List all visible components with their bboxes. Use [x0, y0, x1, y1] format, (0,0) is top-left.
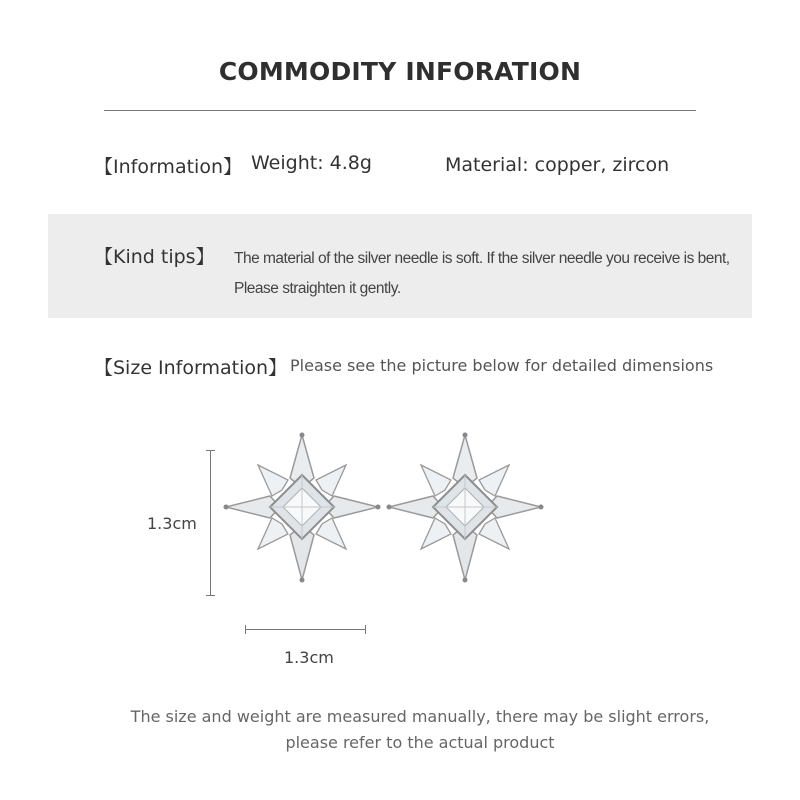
measurement-note-line-2: please refer to the actual product — [285, 733, 555, 752]
information-label: 【Information】 — [94, 156, 242, 178]
height-dimension-line — [210, 450, 211, 595]
height-dimension-label: 1.3cm — [147, 514, 197, 533]
size-information-label: 【Size Information】 — [94, 357, 288, 379]
title-divider — [104, 110, 696, 111]
earring-left-image — [222, 430, 382, 585]
width-dimension-cap-left — [245, 625, 246, 634]
page-title: COMMODITY INFORATION — [218, 57, 582, 86]
earring-right-image — [385, 430, 545, 585]
star-zircon-stud-icon — [224, 433, 381, 583]
width-dimension-line — [245, 629, 366, 630]
material-value: Material: copper, zircon — [445, 154, 670, 176]
star-zircon-stud-icon — [387, 433, 544, 583]
kind-tips-text — [234, 244, 744, 304]
height-dimension-cap-bottom — [206, 595, 215, 596]
kind-tips-line-2: Please straighten it gently. — [234, 280, 401, 297]
kind-tips-label: 【Kind tips】 — [94, 246, 215, 268]
height-dimension-cap-top — [206, 450, 215, 451]
width-dimension-cap-right — [365, 625, 366, 634]
measurement-note — [0, 704, 800, 756]
measurement-note-line-1: The size and weight are measured manually, there may be slight errors, — [130, 707, 710, 726]
width-dimension-label: 1.3cm — [284, 648, 334, 667]
size-information-description: Please see the picture below for detailed dimensions — [290, 356, 714, 375]
kind-tips-line-1: The material of the silver needle is soft. If the silver needle you receive is bent, — [234, 250, 730, 267]
weight-value: Weight: 4.8g — [251, 152, 372, 174]
